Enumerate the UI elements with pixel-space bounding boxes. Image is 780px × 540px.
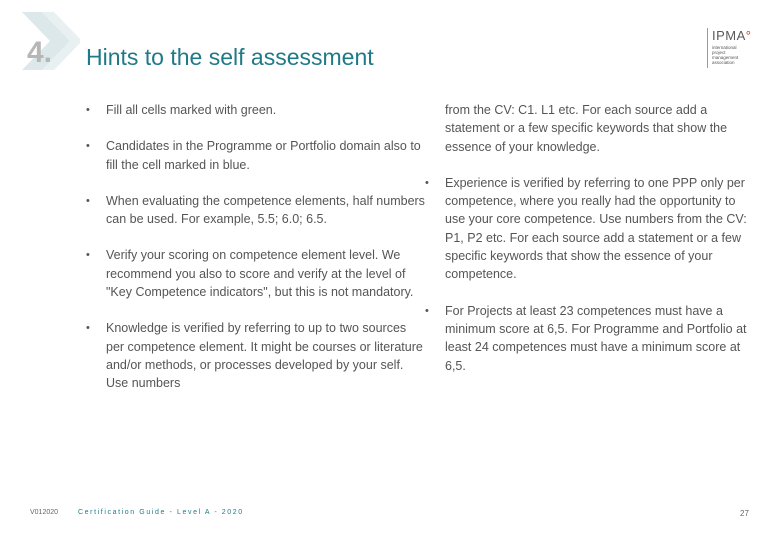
logo-subtext: international project management association bbox=[712, 45, 739, 65]
page-title: Hints to the self assessment bbox=[86, 44, 374, 70]
list-item bbox=[86, 319, 426, 392]
left-column bbox=[86, 101, 426, 411]
page-number: 27 bbox=[740, 509, 749, 518]
bullet-icon: • bbox=[86, 249, 90, 262]
section-number: 4. bbox=[27, 36, 53, 69]
list-item-text: For Projects at least 23 competences must have a minimum score at 6,5. For Programme and Portfolio at least 24 competences must have a minimum score at 6,5. bbox=[445, 303, 747, 373]
footer-version: V012020 bbox=[30, 509, 59, 516]
bullet-icon: • bbox=[425, 176, 429, 189]
list-item bbox=[86, 137, 426, 174]
bullet-icon: • bbox=[425, 304, 429, 317]
list-item bbox=[425, 302, 755, 375]
footer-guide: Certification Guide - Level A - 2020 bbox=[78, 509, 244, 516]
list-item-text: Knowledge is verified by referring to up to two sources per competence element. It might be courses or literature and/or methods, or processes developed by your self. Use numbers bbox=[106, 321, 423, 391]
list-item-text: Fill all cells marked with green. bbox=[106, 103, 277, 117]
logo-divider bbox=[707, 28, 708, 68]
ipma-logo bbox=[707, 28, 763, 72]
list-item bbox=[86, 192, 426, 229]
bullet-icon: • bbox=[86, 104, 90, 116]
bullet-icon: • bbox=[86, 140, 90, 153]
list-item-text: Experience is verified by referring to one PPP only per competence, where you really had the opportunity to use your core competence. Use numbers from the CV: P1, P2 etc. For each source add a statement or a few specific keywords that show the essence of your competence. bbox=[445, 175, 747, 282]
right-column bbox=[425, 101, 755, 393]
list-item bbox=[425, 174, 755, 284]
bullet-icon: • bbox=[86, 194, 90, 207]
list-item-text: Candidates in the Programme or Portfolio domain also to fill the cell marked in blue. bbox=[106, 139, 421, 172]
list-item-text: Verify your scoring on competence element level. We recommend you also to score and verify at the level of "Key Competence indicators", but this is not mandatory. bbox=[106, 248, 414, 300]
continuation-text: from the CV: C1. L1 etc. For each source add a statement or a few specific keywords that show the essence of your knowledge. bbox=[445, 103, 728, 154]
list-item bbox=[86, 101, 426, 119]
list-item bbox=[86, 246, 426, 301]
list-item-text: When evaluating the competence elements, half numbers can be used. For example, 5.5; 6.0; 6.5. bbox=[106, 193, 425, 227]
bullet-icon: • bbox=[86, 322, 90, 335]
logo-text: IPMA° bbox=[712, 28, 752, 43]
